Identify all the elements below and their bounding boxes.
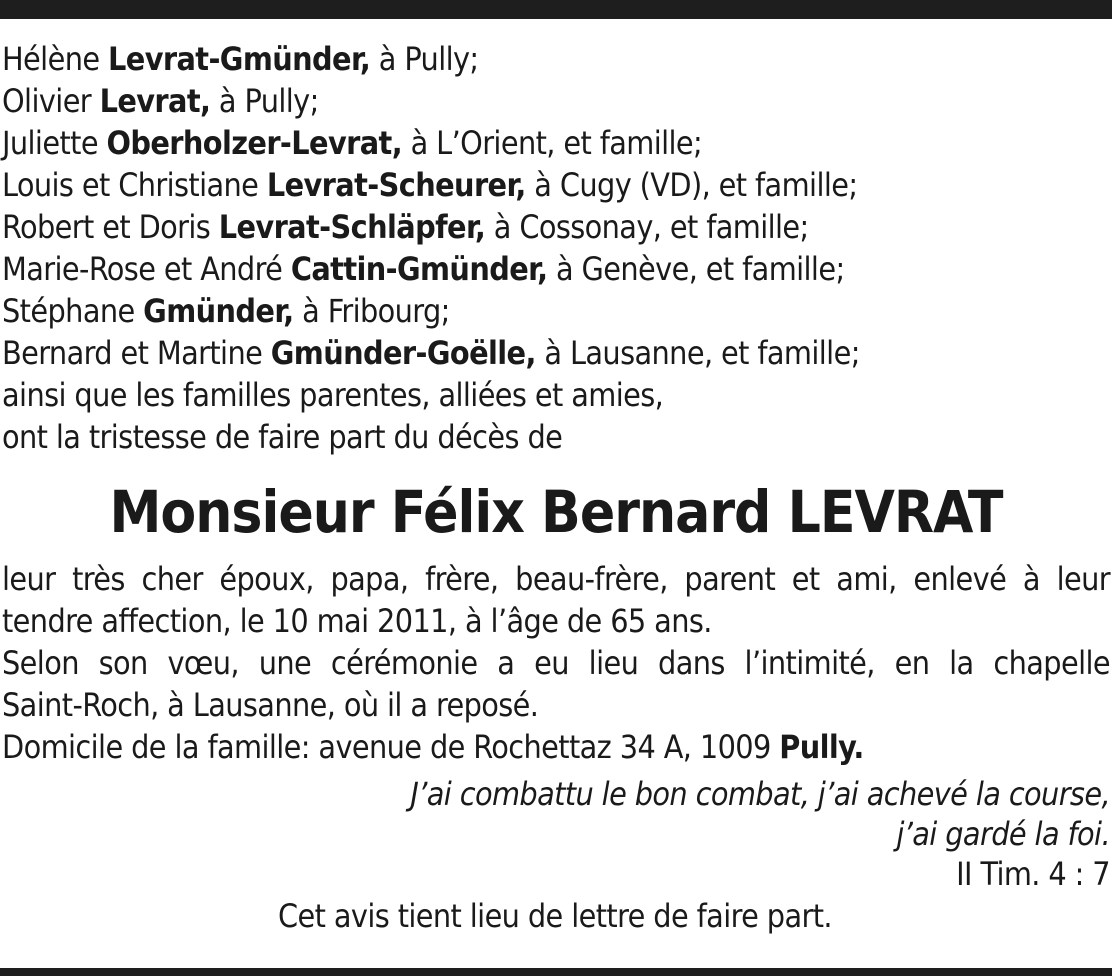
closing-note: Cet avis tient lieu de lettre de faire part.	[278, 897, 832, 935]
obituary-notice	[2, 38, 1110, 936]
family-surname: Levrat-Scheurer,	[266, 166, 526, 204]
family-given: Olivier	[2, 82, 92, 120]
family-given: Marie-Rose et André	[2, 250, 283, 288]
family-surname: Oberholzer-Levrat,	[106, 124, 403, 162]
deceased-name: Monsieur Félix Bernard LEVRAT	[109, 478, 1003, 546]
family-given: Louis et Christiane	[2, 166, 259, 204]
address-prefix: Domicile de la famille: avenue de Rochettaz 34 A, 1009	[2, 728, 771, 766]
family-surname: Levrat-Schläpfer,	[218, 208, 486, 246]
family-surname: Gmünder-Goëlle,	[270, 334, 536, 372]
family-given: Stéphane	[2, 292, 135, 330]
family-given: Hélène	[2, 40, 100, 78]
family-place: à Pully;	[218, 82, 319, 120]
family-given: Bernard et Martine	[2, 334, 263, 372]
address-town: Pully.	[779, 728, 864, 766]
family-line	[2, 164, 1110, 206]
announcement-line: ont la tristesse de faire part du décès de	[2, 418, 563, 456]
family-place: à Genève, et famille;	[555, 250, 845, 288]
quote-line: j’ai gardé la foi.	[896, 815, 1110, 853]
body-line: Saint-Roch, à Lausanne, où il a reposé.	[2, 686, 539, 724]
family-surname: Cattin-Gmünder,	[290, 250, 548, 288]
family-line	[2, 248, 1110, 290]
family-place: à Fribourg;	[302, 292, 450, 330]
family-place: à Cossonay, et famille;	[493, 208, 809, 246]
family-place: à Cugy (VD), et famille;	[534, 166, 858, 204]
family-line	[2, 122, 1110, 164]
body-line: leur très cher époux, papa, frère, beau-frère, parent et ami, enlevé à leur	[2, 560, 1110, 598]
family-place: à Lausanne, et famille;	[544, 334, 860, 372]
family-given: Juliette	[2, 124, 98, 162]
family-surname: Levrat,	[99, 82, 211, 120]
family-line	[2, 80, 1110, 122]
scripture-reference: II Tim. 4 : 7	[956, 855, 1110, 893]
families-line: ainsi que les familles parentes, alliées et amies,	[2, 376, 664, 414]
body-line: Selon son vœu, une cérémonie a eu lieu dans l’intimité, en la chapelle	[2, 644, 1110, 682]
family-place: à L’Orient, et famille;	[410, 124, 703, 162]
family-line	[2, 290, 1110, 332]
body-line: tendre affection, le 10 mai 2011, à l’âge de 65 ans.	[2, 602, 712, 640]
top-rule	[0, 0, 1112, 19]
family-place: à Pully;	[378, 40, 479, 78]
bottom-rule	[0, 968, 1112, 976]
family-line	[2, 206, 1110, 248]
family-line	[2, 38, 1110, 80]
quote-line: J’ai combattu le bon combat, j’ai achevé la course,	[410, 775, 1110, 813]
family-surname: Levrat-Gmünder,	[108, 40, 371, 78]
address-line	[2, 726, 1110, 768]
family-surname: Gmünder,	[143, 292, 294, 330]
family-given: Robert et Doris	[2, 208, 211, 246]
family-line	[2, 332, 1110, 374]
